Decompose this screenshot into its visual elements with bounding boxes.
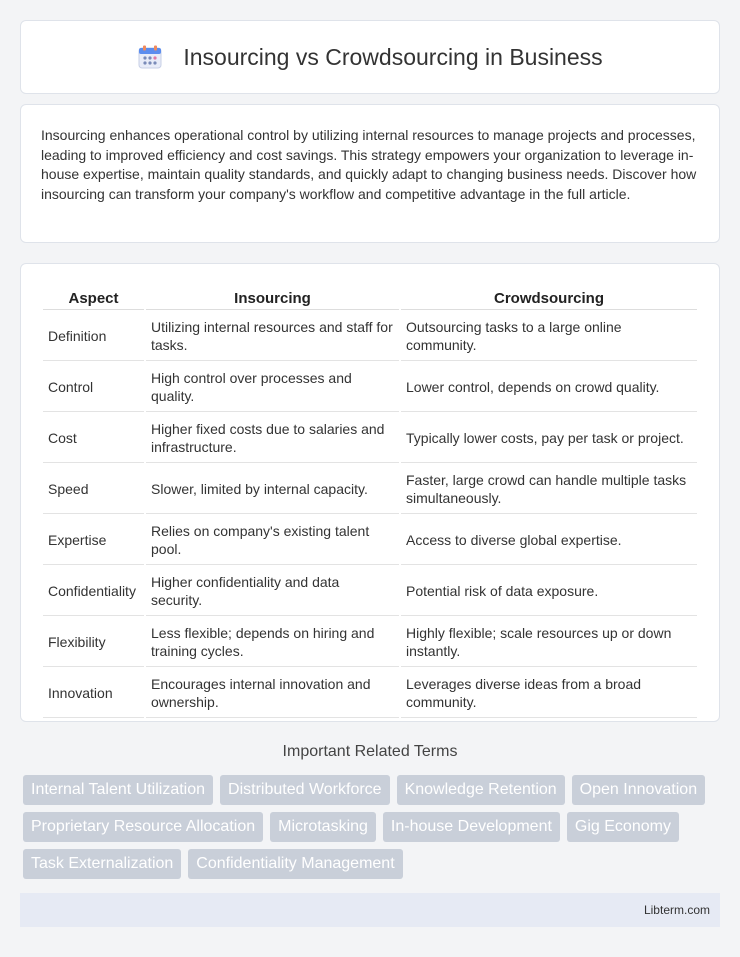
related-terms-list (23, 775, 723, 879)
related-term-tag[interactable]: Microtasking (270, 812, 376, 842)
related-terms-title: Important Related Terms (282, 743, 458, 760)
comparison-table-card (20, 263, 720, 722)
cell-aspect: Flexibility (43, 618, 144, 667)
cell-crowdsourcing: Potential risk of data exposure. (401, 567, 697, 616)
cell-crowdsourcing: Typically lower costs, pay per task or project. (401, 414, 697, 463)
table-row (43, 567, 697, 616)
cell-insourcing: Encourages internal innovation and ownership. (146, 669, 399, 718)
cell-insourcing: Higher fixed costs due to salaries and infrastructure. (146, 414, 399, 463)
related-term-tag[interactable]: Proprietary Resource Allocation (23, 812, 263, 842)
intro-card (20, 104, 720, 243)
intro-text: Insourcing enhances operational control by utilizing internal resources to manage projects and processes, leading to improved efficiency and cost savings. This strategy empowers your organization to leverage in-house expertise, maintain quality standards, and quickly adapt to changing business needs. Discover how insourcing can transform your company's workflow and competitive advantage in the full article. (41, 127, 697, 202)
column-header-aspect: Aspect (43, 286, 144, 310)
cell-aspect: Innovation (43, 669, 144, 718)
cell-insourcing: Slower, limited by internal capacity. (146, 465, 399, 514)
related-term-tag[interactable]: Knowledge Retention (397, 775, 565, 805)
header-card (20, 20, 720, 94)
cell-crowdsourcing: Highly flexible; scale resources up or down instantly. (401, 618, 697, 667)
cell-aspect: Confidentiality (43, 567, 144, 616)
table-row (43, 516, 697, 565)
table-row (43, 669, 697, 718)
column-header-insourcing: Insourcing (146, 286, 399, 310)
cell-aspect: Speed (43, 465, 144, 514)
related-term-tag[interactable]: Confidentiality Management (188, 849, 402, 879)
cell-insourcing: Less flexible; depends on hiring and training cycles. (146, 618, 399, 667)
cell-aspect: Expertise (43, 516, 144, 565)
table-row (43, 312, 697, 361)
related-term-tag[interactable]: In-house Development (383, 812, 560, 842)
cell-crowdsourcing: Faster, large crowd can handle multiple tasks simultaneously. (401, 465, 697, 514)
table-row (43, 618, 697, 667)
cell-insourcing: Utilizing internal resources and staff for tasks. (146, 312, 399, 361)
related-term-tag[interactable]: Task Externalization (23, 849, 181, 879)
page-title: Insourcing vs Crowdsourcing in Business (183, 43, 603, 70)
cell-insourcing: Higher confidentiality and data security. (146, 567, 399, 616)
cell-crowdsourcing: Outsourcing tasks to a large online community. (401, 312, 697, 361)
footer-site-link[interactable]: Libterm.com (643, 903, 710, 917)
related-term-tag[interactable]: Open Innovation (572, 775, 705, 805)
table-row (43, 465, 697, 514)
related-term-tag[interactable]: Gig Economy (567, 812, 679, 842)
related-term-tag[interactable]: Distributed Workforce (220, 775, 390, 805)
cell-insourcing: Relies on company's existing talent pool. (146, 516, 399, 565)
cell-crowdsourcing: Leverages diverse ideas from a broad community. (401, 669, 697, 718)
column-header-crowdsourcing: Crowdsourcing (401, 286, 697, 310)
comparison-table (41, 284, 699, 720)
cell-crowdsourcing: Lower control, depends on crowd quality. (401, 363, 697, 412)
cell-insourcing: High control over processes and quality. (146, 363, 399, 412)
table-row (43, 414, 697, 463)
calendar-icon (137, 44, 163, 70)
cell-crowdsourcing: Access to diverse global expertise. (401, 516, 697, 565)
table-header-row (43, 286, 697, 310)
footer (20, 893, 720, 927)
table-row (43, 363, 697, 412)
cell-aspect: Cost (43, 414, 144, 463)
cell-aspect: Definition (43, 312, 144, 361)
related-term-tag[interactable]: Internal Talent Utilization (23, 775, 213, 805)
cell-aspect: Control (43, 363, 144, 412)
